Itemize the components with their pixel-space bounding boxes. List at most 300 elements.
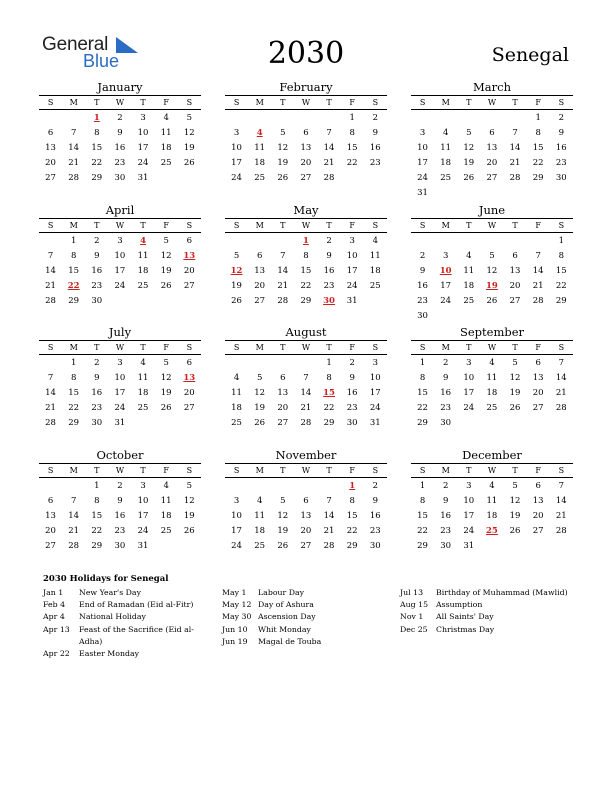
day-cell: 27 xyxy=(183,403,195,413)
day-cell: 22 xyxy=(68,403,80,413)
day-cell: 6 xyxy=(489,128,495,138)
day-cell: 21 xyxy=(555,511,567,521)
day-cell: 8 xyxy=(303,251,309,261)
day-cell: 31 xyxy=(137,173,149,183)
day-cell: 24 xyxy=(369,403,381,413)
day-cell: 12 xyxy=(160,373,172,383)
empty-cell xyxy=(457,234,480,249)
day-cell: 2 xyxy=(117,113,123,123)
weekday-label: W xyxy=(487,466,497,475)
day-cell: 2 xyxy=(372,481,379,491)
weekday-label: T xyxy=(140,221,146,230)
day-cell: 17 xyxy=(463,511,475,521)
holiday-name: National Holiday xyxy=(79,612,146,622)
day-cell: 30 xyxy=(440,541,452,551)
day-cell: 17 xyxy=(114,388,126,398)
day-cell: 25 xyxy=(231,418,242,428)
day-cell: 24 xyxy=(114,403,126,413)
day-cell: 1 xyxy=(94,481,100,491)
day-cell: 30 xyxy=(91,418,103,428)
day-cell: 3 xyxy=(419,128,426,138)
empty-cell xyxy=(225,356,248,371)
day-cell: 4 xyxy=(140,358,146,368)
month-title: January xyxy=(97,80,143,94)
holiday-entry xyxy=(222,587,388,599)
empty-cell xyxy=(294,356,317,371)
day-cell: 10 xyxy=(114,251,126,261)
day-cell: 28 xyxy=(277,296,289,306)
day-cell: 23 xyxy=(440,403,452,413)
day-cell: 11 xyxy=(486,373,498,383)
weekday-label: M xyxy=(255,221,264,230)
day-cell: 5 xyxy=(233,251,240,261)
day-cell: 28 xyxy=(509,173,521,183)
day-cell: 14 xyxy=(277,266,289,276)
holiday-day-cell: 13 xyxy=(183,251,196,261)
day-cell: 14 xyxy=(45,266,56,276)
day-cell: 27 xyxy=(532,403,544,413)
day-cell: 21 xyxy=(300,403,312,413)
day-cell: 1 xyxy=(535,113,541,123)
day-cell: 9 xyxy=(117,496,123,506)
day-cell: 2 xyxy=(326,236,332,246)
day-cell: 21 xyxy=(532,281,544,291)
month-title: July xyxy=(108,325,132,339)
day-cell: 29 xyxy=(300,296,312,306)
month-april xyxy=(39,202,201,309)
weekday-label: W xyxy=(487,221,497,230)
day-cell: 8 xyxy=(558,251,565,261)
day-cell: 25 xyxy=(463,296,475,306)
day-cell: 28 xyxy=(45,418,56,428)
weekday-label: S xyxy=(186,466,193,475)
month-june xyxy=(411,202,573,324)
day-cell: 11 xyxy=(231,388,242,398)
day-cell: 3 xyxy=(466,358,472,368)
empty-cell xyxy=(434,111,457,126)
day-cell: 24 xyxy=(417,173,428,183)
day-cell: 26 xyxy=(160,281,172,291)
day-cell: 8 xyxy=(94,128,100,138)
calendar-year: 2030 xyxy=(267,36,345,71)
day-cell: 4 xyxy=(256,496,263,506)
day-cell: 18 xyxy=(231,403,242,413)
day-cell: 26 xyxy=(183,158,195,168)
weekday-label: W xyxy=(115,221,125,230)
day-cell: 12 xyxy=(183,128,195,138)
day-cell: 27 xyxy=(183,281,195,291)
day-cell: 19 xyxy=(509,388,521,398)
weekday-label: S xyxy=(419,466,426,475)
weekday-label: T xyxy=(326,221,332,230)
day-cell: 28 xyxy=(323,541,335,551)
day-cell: 8 xyxy=(94,496,100,506)
holiday-entry xyxy=(222,599,388,611)
logo-text-blue: Blue xyxy=(83,51,120,71)
day-cell: 26 xyxy=(277,541,289,551)
weekday-label: S xyxy=(372,221,379,230)
holiday-entry xyxy=(400,587,601,599)
day-cell: 23 xyxy=(114,526,126,536)
day-cell: 14 xyxy=(68,143,80,153)
day-cell: 18 xyxy=(440,158,452,168)
empty-cell xyxy=(457,111,480,126)
weekday-label: T xyxy=(94,98,100,107)
holiday-name: Assumption xyxy=(436,600,483,610)
day-cell: 4 xyxy=(233,373,240,383)
day-cell: 1 xyxy=(70,236,77,246)
weekday-label: S xyxy=(186,98,193,107)
day-cell: 7 xyxy=(326,128,332,138)
day-cell: 17 xyxy=(369,388,381,398)
weekday-header xyxy=(225,463,387,478)
day-cell: 11 xyxy=(369,251,381,261)
day-cell: 19 xyxy=(183,143,195,153)
day-cell: 4 xyxy=(489,481,495,491)
day-cell: 8 xyxy=(419,496,426,506)
day-cell: 26 xyxy=(254,418,266,428)
holiday-date: Dec 25 xyxy=(400,624,428,634)
day-cell: 20 xyxy=(45,158,56,168)
day-grid xyxy=(225,478,387,554)
day-cell: 7 xyxy=(47,251,54,261)
day-cell: 16 xyxy=(555,143,567,153)
day-cell: 20 xyxy=(532,388,544,398)
month-december xyxy=(411,447,573,554)
day-cell: 12 xyxy=(277,143,289,153)
day-cell: 18 xyxy=(254,158,266,168)
month-february xyxy=(225,79,387,186)
weekday-label: F xyxy=(535,343,541,352)
day-cell: 25 xyxy=(254,173,266,183)
day-cell: 7 xyxy=(70,496,77,506)
weekday-label: S xyxy=(233,343,240,352)
empty-cell xyxy=(318,111,341,126)
day-cell: 17 xyxy=(417,158,428,168)
day-cell: 11 xyxy=(254,511,266,521)
holiday-day-cell: 19 xyxy=(486,281,498,291)
day-cell: 29 xyxy=(417,541,428,551)
empty-cell xyxy=(225,479,248,494)
logo-text-general: General xyxy=(42,34,109,55)
day-cell: 15 xyxy=(91,143,103,153)
weekday-label: S xyxy=(233,466,240,475)
day-cell: 22 xyxy=(323,403,335,413)
empty-cell xyxy=(294,479,317,494)
day-cell: 30 xyxy=(555,173,567,183)
day-cell: 21 xyxy=(45,403,56,413)
weekday-label: F xyxy=(535,221,541,230)
day-cell: 3 xyxy=(233,128,240,138)
day-cell: 31 xyxy=(346,296,358,306)
day-cell: 9 xyxy=(442,496,449,506)
weekday-label: T xyxy=(94,466,100,475)
empty-cell xyxy=(248,356,271,371)
day-cell: 28 xyxy=(68,541,80,551)
holiday-day-cell: 1 xyxy=(302,236,309,246)
day-cell: 21 xyxy=(45,281,56,291)
day-cell: 6 xyxy=(47,128,54,138)
day-cell: 2 xyxy=(94,236,100,246)
day-cell: 9 xyxy=(558,128,565,138)
day-cell: 14 xyxy=(323,511,335,521)
day-cell: 11 xyxy=(160,496,172,506)
day-cell: 12 xyxy=(509,496,521,506)
day-cell: 10 xyxy=(463,373,475,383)
day-cell: 17 xyxy=(137,143,149,153)
day-cell: 20 xyxy=(532,511,544,521)
holiday-column xyxy=(222,587,388,648)
day-cell: 2 xyxy=(419,251,426,261)
day-cell: 3 xyxy=(349,236,355,246)
weekday-label: F xyxy=(349,98,355,107)
day-cell: 11 xyxy=(137,251,149,261)
day-cell: 17 xyxy=(231,158,242,168)
day-cell: 20 xyxy=(254,281,266,291)
day-cell: 8 xyxy=(419,373,426,383)
day-cell: 23 xyxy=(114,158,126,168)
day-cell: 6 xyxy=(535,358,541,368)
day-cell: 14 xyxy=(555,373,567,383)
day-cell: 18 xyxy=(486,388,498,398)
day-cell: 7 xyxy=(558,358,565,368)
day-cell: 15 xyxy=(68,266,80,276)
day-cell: 7 xyxy=(70,128,77,138)
weekday-label: T xyxy=(140,343,146,352)
country-name: Senegal xyxy=(491,44,569,66)
empty-cell xyxy=(504,234,527,249)
day-cell: 4 xyxy=(466,251,472,261)
day-cell: 7 xyxy=(558,481,565,491)
month-title: March xyxy=(473,80,511,94)
day-cell: 2 xyxy=(117,481,123,491)
weekday-label: F xyxy=(163,466,169,475)
day-cell: 22 xyxy=(555,281,567,291)
weekday-label: M xyxy=(441,98,450,107)
day-cell: 23 xyxy=(91,281,103,291)
day-cell: 16 xyxy=(114,511,126,521)
empty-cell xyxy=(62,111,85,126)
day-cell: 5 xyxy=(466,128,472,138)
day-cell: 12 xyxy=(277,511,289,521)
day-cell: 24 xyxy=(231,541,242,551)
day-cell: 2 xyxy=(558,113,565,123)
day-cell: 28 xyxy=(68,173,80,183)
weekday-label: T xyxy=(466,343,472,352)
day-cell: 11 xyxy=(254,143,266,153)
holiday-day-cell: 4 xyxy=(140,236,147,246)
weekday-label: T xyxy=(280,221,286,230)
weekday-label: F xyxy=(349,466,355,475)
day-cell: 20 xyxy=(300,158,312,168)
day-cell: 10 xyxy=(417,143,428,153)
day-cell: 29 xyxy=(346,541,358,551)
empty-cell xyxy=(39,479,62,494)
day-cell: 7 xyxy=(535,251,541,261)
day-cell: 22 xyxy=(417,403,428,413)
empty-cell xyxy=(39,111,62,126)
day-cell: 31 xyxy=(369,418,381,428)
day-cell: 6 xyxy=(303,496,309,506)
weekday-label: M xyxy=(255,343,264,352)
month-title: October xyxy=(96,448,144,462)
day-cell: 23 xyxy=(91,403,103,413)
day-cell: 11 xyxy=(137,373,149,383)
day-cell: 5 xyxy=(186,481,193,491)
day-cell: 17 xyxy=(346,266,358,276)
day-cell: 8 xyxy=(70,251,77,261)
day-cell: 20 xyxy=(45,526,56,536)
weekday-label: S xyxy=(233,221,240,230)
day-cell: 14 xyxy=(45,388,56,398)
day-cell: 13 xyxy=(532,496,544,506)
day-cell: 8 xyxy=(535,128,541,138)
day-cell: 15 xyxy=(555,266,567,276)
day-cell: 27 xyxy=(532,526,544,536)
empty-cell xyxy=(271,234,294,249)
day-cell: 5 xyxy=(280,496,286,506)
day-cell: 11 xyxy=(463,266,475,276)
day-cell: 6 xyxy=(512,251,518,261)
day-cell: 10 xyxy=(137,128,149,138)
day-cell: 4 xyxy=(163,113,169,123)
day-cell: 29 xyxy=(91,173,103,183)
day-cell: 30 xyxy=(114,541,126,551)
day-cell: 3 xyxy=(117,358,123,368)
empty-cell xyxy=(271,479,294,494)
holiday-entry xyxy=(222,611,388,623)
holiday-column xyxy=(400,587,601,636)
day-cell: 5 xyxy=(163,358,169,368)
day-cell: 20 xyxy=(300,526,312,536)
day-cell: 29 xyxy=(68,296,80,306)
weekday-label: S xyxy=(186,343,193,352)
weekday-header xyxy=(225,340,387,355)
day-cell: 21 xyxy=(277,281,289,291)
empty-cell xyxy=(504,111,527,126)
day-cell: 18 xyxy=(160,511,172,521)
day-cell: 15 xyxy=(417,388,428,398)
day-cell: 15 xyxy=(300,266,312,276)
holiday-day-cell: 15 xyxy=(323,388,335,398)
empty-cell xyxy=(271,356,294,371)
day-cell: 28 xyxy=(532,296,544,306)
day-cell: 14 xyxy=(300,388,312,398)
weekday-label: T xyxy=(140,466,146,475)
day-cell: 6 xyxy=(256,251,263,261)
day-cell: 18 xyxy=(486,511,498,521)
weekday-label: F xyxy=(349,221,355,230)
day-cell: 6 xyxy=(47,496,54,506)
day-cell: 25 xyxy=(137,403,149,413)
weekday-label: T xyxy=(466,98,472,107)
day-cell: 22 xyxy=(300,281,312,291)
weekday-label: S xyxy=(558,466,565,475)
day-cell: 21 xyxy=(323,526,335,536)
day-cell: 20 xyxy=(277,403,289,413)
day-cell: 26 xyxy=(183,526,195,536)
day-cell: 5 xyxy=(489,251,495,261)
month-title: December xyxy=(462,448,522,462)
day-cell: 3 xyxy=(442,251,449,261)
holiday-column xyxy=(43,587,209,660)
day-cell: 4 xyxy=(489,358,495,368)
weekday-header xyxy=(411,95,573,110)
day-cell: 26 xyxy=(231,296,242,306)
day-cell: 8 xyxy=(326,373,332,383)
day-cell: 12 xyxy=(160,251,172,261)
day-cell: 10 xyxy=(369,373,381,383)
day-cell: 1 xyxy=(70,358,77,368)
weekday-label: F xyxy=(163,98,169,107)
empty-cell xyxy=(39,234,62,249)
day-cell: 26 xyxy=(160,403,172,413)
empty-cell xyxy=(411,234,434,249)
day-cell: 18 xyxy=(254,526,266,536)
day-cell: 20 xyxy=(183,266,195,276)
day-cell: 14 xyxy=(555,496,567,506)
day-cell: 17 xyxy=(137,511,149,521)
day-cell: 8 xyxy=(349,128,355,138)
empty-cell xyxy=(248,234,271,249)
day-cell: 4 xyxy=(372,236,379,246)
weekday-label: W xyxy=(301,343,311,352)
day-cell: 1 xyxy=(349,113,355,123)
day-cell: 26 xyxy=(509,526,521,536)
holiday-entry xyxy=(43,624,209,648)
holiday-date: Aug 15 xyxy=(400,600,429,610)
day-cell: 24 xyxy=(114,281,126,291)
day-cell: 18 xyxy=(160,143,172,153)
holiday-date: Jan 1 xyxy=(43,588,64,597)
weekday-label: S xyxy=(419,221,426,230)
weekday-header xyxy=(39,218,201,233)
day-cell: 22 xyxy=(532,158,544,168)
day-cell: 18 xyxy=(137,266,149,276)
holiday-date: Nov 1 xyxy=(400,612,424,622)
holiday-day-cell: 10 xyxy=(439,266,452,276)
day-cell: 16 xyxy=(346,388,358,398)
day-cell: 14 xyxy=(323,143,335,153)
day-cell: 31 xyxy=(137,541,149,551)
weekday-label: T xyxy=(466,466,472,475)
day-cell: 19 xyxy=(231,281,242,291)
weekday-header xyxy=(39,463,201,478)
weekday-label: W xyxy=(487,98,497,107)
weekday-label: S xyxy=(47,466,54,475)
day-cell: 29 xyxy=(532,173,544,183)
day-cell: 10 xyxy=(231,143,242,153)
holiday-date: May 1 xyxy=(222,588,247,597)
day-cell: 27 xyxy=(300,541,312,551)
day-cell: 13 xyxy=(509,266,521,276)
day-cell: 13 xyxy=(277,388,289,398)
day-cell: 24 xyxy=(137,526,149,536)
day-cell: 10 xyxy=(346,251,358,261)
day-cell: 22 xyxy=(91,158,103,168)
day-cell: 19 xyxy=(183,511,195,521)
weekday-label: T xyxy=(280,343,286,352)
day-cell: 17 xyxy=(231,526,242,536)
day-cell: 4 xyxy=(163,481,169,491)
weekday-label: T xyxy=(512,343,518,352)
weekday-label: T xyxy=(466,221,472,230)
day-cell: 25 xyxy=(440,173,452,183)
weekday-label: T xyxy=(326,466,332,475)
day-cell: 17 xyxy=(440,281,452,291)
weekday-label: S xyxy=(372,343,379,352)
day-cell: 23 xyxy=(369,526,381,536)
